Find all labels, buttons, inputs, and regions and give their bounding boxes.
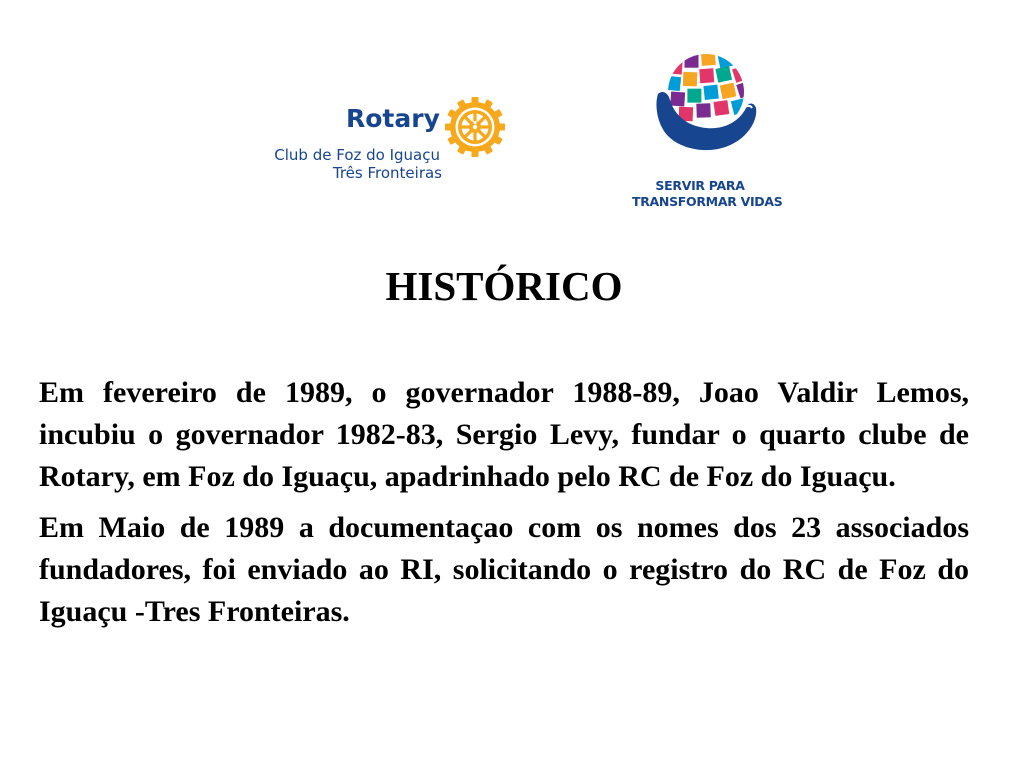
rotary-wordmark: Rotary xyxy=(346,104,440,133)
theme-text-line-2: TRANSFORMAR VIDAS xyxy=(632,194,783,209)
theme-text-line-1: SERVIR PARA xyxy=(655,178,745,193)
page-title: HISTÓRICO xyxy=(385,263,623,309)
globe-hand-icon xyxy=(644,50,764,170)
club-name-line-1: Club de Foz do Iguaçu xyxy=(274,146,440,164)
rotary-club-logo xyxy=(254,96,510,188)
club-name-line-2: Três Fronteiras xyxy=(332,164,442,182)
paragraph: Em fevereiro de 1989, o governador 1988-89, Joao Valdir Lemos, incubiu o governador 1982-83, Sergio Levy, fundar o quarto clube de Rotary, em Foz do Iguaçu, apadrinhado pelo RC de Foz do Iguaçu. xyxy=(39,376,969,493)
body-text xyxy=(39,372,969,642)
rotary-wheel-icon xyxy=(445,97,505,157)
paragraph: Em Maio de 1989 a documentaçao com os nomes dos 23 associados fundadores, foi enviado ao RI, solicitando o registro do RC de Foz do Iguaçu -Tres Fronteiras. xyxy=(39,511,969,628)
theme-logo xyxy=(632,50,783,212)
